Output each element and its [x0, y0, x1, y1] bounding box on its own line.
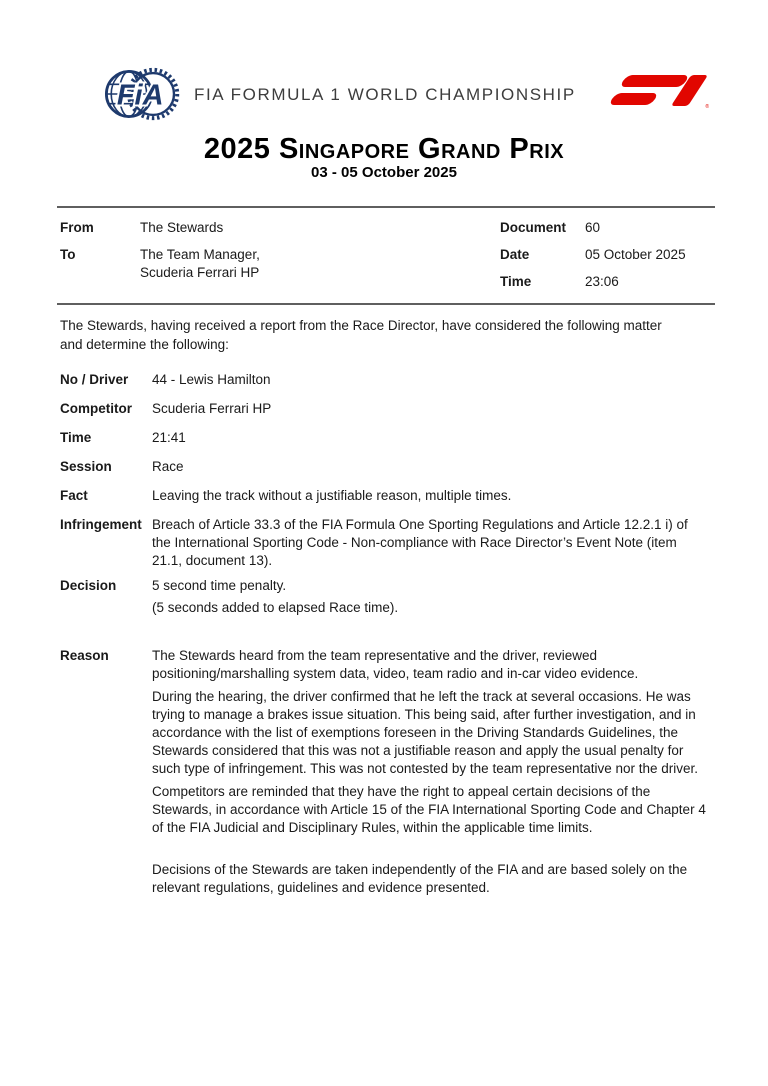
driver-value: 44 - Lewis Hamilton — [152, 372, 271, 387]
time-value: 23:06 — [585, 274, 619, 289]
decision-value — [152, 577, 710, 617]
session-value: Race — [152, 459, 184, 474]
driver-label: No / Driver — [60, 372, 129, 387]
decision-fields — [60, 371, 712, 913]
fact-value: Leaving the track without a justifiable reason, multiple times. — [152, 488, 512, 503]
time-field-label: Time — [60, 430, 92, 445]
to-row — [60, 246, 260, 282]
competitor-value: Scuderia Ferrari HP — [152, 401, 272, 416]
field-row-decision — [60, 577, 712, 617]
time-row — [500, 273, 686, 291]
to-value-line1: The Team Manager, — [140, 247, 260, 262]
reason-paragraph-2: During the hearing, the driver confirmed that he left the track at several occasions. He was trying to manage a brakes issue situation. This being said, after further investigation, and in accordance with the list of exemptions foreseen in the Driving Standards Guidelines, the Stewards considered that this was not a justifiable reason and apply the usual penalty for such type of infringement. This was not contested by the team representative nor the driver. — [152, 689, 699, 776]
field-row-competitor — [60, 400, 712, 418]
to-value — [140, 246, 260, 282]
time-field-value: 21:41 — [152, 430, 186, 445]
meta-right-column — [500, 219, 686, 300]
session-label: Session — [60, 459, 112, 474]
date-row — [500, 246, 686, 264]
f1-logo-top-bar — [619, 75, 690, 87]
decision-line2: (5 seconds added to elapsed Race time). — [152, 600, 399, 615]
fia-logo-text: FiA — [116, 79, 164, 112]
time-label: Time — [500, 274, 532, 289]
from-label: From — [60, 220, 94, 235]
document-row — [500, 219, 686, 237]
infringement-label: Infringement — [60, 517, 142, 532]
divider-top — [57, 206, 715, 208]
fia-logo-icon — [99, 61, 183, 132]
fact-label: Fact — [60, 488, 88, 503]
decision-line1: 5 second time penalty. — [152, 578, 287, 593]
reason-value — [152, 647, 710, 902]
to-label: To — [60, 247, 76, 262]
field-row-fact — [60, 487, 712, 505]
reason-paragraph-3: Competitors are reminded that they have the right to appeal certain decisions of the Stewards, in accordance with Article 15 of the FIA International Sporting Code and Chapter 4 of the FIA Judicial and Disciplinary Rules, within the applicable time limits. — [152, 784, 706, 835]
date-label: Date — [500, 247, 530, 262]
divider-bottom — [57, 303, 715, 305]
reason-label: Reason — [60, 648, 109, 663]
from-value: The Stewards — [140, 220, 224, 235]
f1-registered-mark: ® — [705, 104, 709, 110]
field-row-reason — [60, 647, 712, 902]
event-dates: 03 - 05 October 2025 — [311, 164, 457, 181]
to-value-line2: Scuderia Ferrari HP — [140, 265, 260, 280]
field-row-infringement — [60, 516, 712, 570]
event-title: 2025 Singapore Grand Prix — [203, 133, 565, 165]
intro-paragraph: The Stewards, having received a report from the Race Director, have considered the following matter and determine the following: — [60, 318, 662, 352]
infringement-value: Breach of Article 33.3 of the FIA Formula One Sporting Regulations and Article 12.2.1 i) of the International Sporting Code - Non-compliance with Race Director’s Event Note (item 21.1, document 13). — [152, 517, 688, 568]
f1-logo-icon — [601, 74, 711, 112]
f1-logo-bottom-bar — [608, 93, 659, 105]
field-row-time — [60, 429, 712, 447]
document-label: Document — [500, 220, 567, 235]
field-row-driver — [60, 371, 712, 389]
field-row-session — [60, 458, 712, 476]
reason-paragraph-4: Decisions of the Stewards are taken independently of the FIA and are based solely on the relevant regulations, guidelines and evidence presented. — [152, 862, 688, 895]
reason-paragraph-1: The Stewards heard from the team representative and the driver, reviewed positioning/marshalling system data, video, team radio and in-car video evidence. — [152, 648, 639, 681]
competitor-label: Competitor — [60, 401, 132, 416]
decision-label: Decision — [60, 578, 117, 593]
from-row — [60, 219, 260, 237]
championship-title: FIA FORMULA 1 WORLD CHAMPIONSHIP — [194, 85, 576, 104]
meta-left-column — [60, 219, 260, 291]
date-value: 05 October 2025 — [585, 247, 686, 262]
document-value: 60 — [585, 220, 601, 235]
